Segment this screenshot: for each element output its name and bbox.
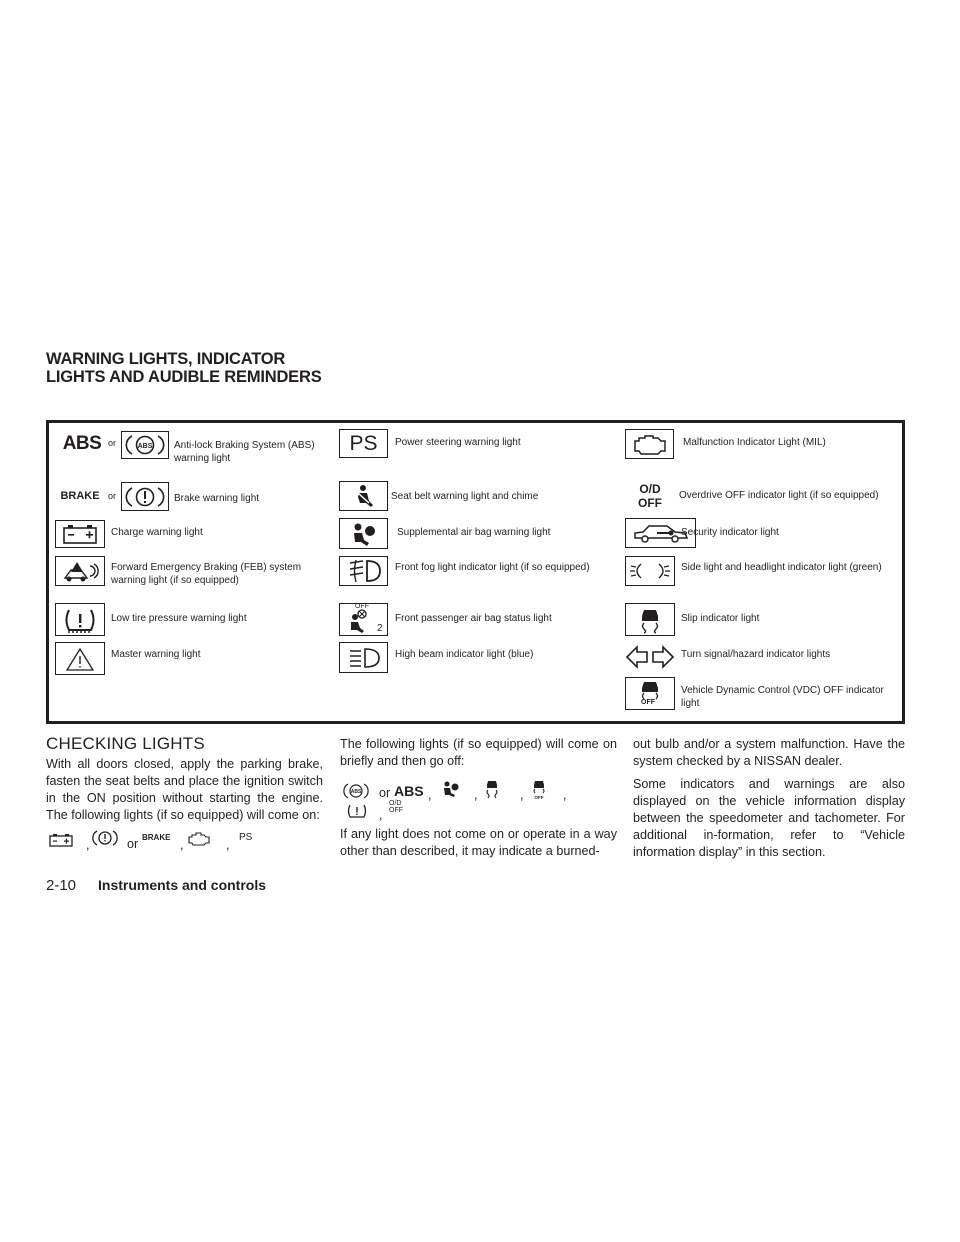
battery-icon <box>55 520 105 548</box>
brake-icon: BRAKE <box>55 485 105 507</box>
vdc-off-label: Vehicle Dynamic Control (VDC) OFF indicator light <box>681 685 884 709</box>
turn-signal-icon <box>625 641 675 673</box>
feb-label: Forward Emergency Braking (FEB) system warning light (if so equipped) <box>111 562 302 586</box>
section-title-line-1: WARNING LIGHTS, INDICATOR <box>46 350 286 368</box>
side-light-label: Side light and headlight indicator light (green) <box>681 562 882 573</box>
comma: , <box>520 788 524 802</box>
side-light-icon <box>625 556 675 586</box>
section-title-line-2: LIGHTS AND AUDIBLE REMINDERS <box>46 368 322 386</box>
comma: , <box>474 788 478 802</box>
abs-circle-icon <box>343 782 369 800</box>
passenger-airbag-badge: OFF <box>355 603 369 610</box>
checking-para-5: Some indicators and warnings are also displayed on the vehicle information display between the speedometer and tachometer. For additional in-formation, refer to “Vehicle information display” in this section. <box>633 777 905 859</box>
section-title <box>46 350 646 386</box>
slip-icon <box>625 603 675 636</box>
tire-pressure-icon <box>55 603 105 636</box>
abs-text: ABS <box>394 783 424 799</box>
brake-text: BRAKE <box>142 833 171 842</box>
or-text: or <box>379 786 391 800</box>
abs-label: Anti-lock Braking System (ABS) warning light <box>174 440 315 464</box>
svg-text:ABS: ABS <box>137 443 153 450</box>
airbag-label: Supplemental air bag warning light <box>397 527 551 538</box>
comma: , <box>563 788 567 802</box>
brake-circle-icon <box>92 829 118 847</box>
ps-icon: PS <box>339 429 388 458</box>
master-warning-label: Master warning light <box>111 649 201 660</box>
comma: , <box>86 838 90 852</box>
ps-text: PS <box>239 832 253 843</box>
checking-para-4: out bulb and/or a system malfunction. Have the system checked by a NISSAN dealer. <box>633 737 905 768</box>
checking-para-2: The following lights (if so equipped) will come on briefly and then go off: <box>340 737 617 768</box>
od-off-label: Overdrive OFF indicator light (if so equipped) <box>679 490 879 501</box>
engine-icon <box>186 831 212 847</box>
airbag-icon <box>440 781 462 799</box>
abs-icon: ABS <box>60 431 104 456</box>
tire-pressure-icon <box>345 803 369 819</box>
charge-label: Charge warning light <box>111 527 203 538</box>
or-text: or <box>127 837 139 851</box>
svg-text:OFF: OFF <box>637 496 662 510</box>
fog-light-label: Front fog light indicator light (if so equipped) <box>395 562 590 573</box>
comma: , <box>226 838 230 852</box>
warning-lights-legend <box>46 420 905 724</box>
high-beam-label: High beam indicator light (blue) <box>395 649 534 660</box>
vdc-off-icon <box>528 779 550 801</box>
vdc-off-badge: OFF <box>641 699 655 706</box>
comma: , <box>379 808 383 822</box>
tire-pressure-label: Low tire pressure warning light <box>111 613 247 624</box>
svg-text:OFF: OFF <box>534 795 544 800</box>
master-warning-icon <box>55 642 105 675</box>
checking-para-3: If any light does not come on or operate in a way other than described, it may indicate a burned- <box>340 827 617 858</box>
airbag-icon <box>339 518 388 549</box>
svg-text:ABS: ABS <box>350 789 362 795</box>
slip-icon <box>482 779 502 799</box>
comma: , <box>180 838 184 852</box>
od-off-text: O/D OFF <box>389 800 403 814</box>
power-steering-label: Power steering warning light <box>395 437 521 448</box>
security-label: Security indicator light <box>681 527 779 538</box>
engine-icon <box>625 429 674 459</box>
turn-signal-label: Turn signal/hazard indicator lights <box>681 649 831 660</box>
checking-para-1: With all doors closed, apply the parking brake, fasten the seat belts and place the ignition switch in the ON position without starting the engine. The following lights (if so equipped) will come on: <box>46 757 323 822</box>
or-label: or <box>108 491 117 501</box>
brake-label: Brake warning light <box>174 493 260 504</box>
seatbelt-icon <box>339 481 388 511</box>
brake-circle-icon <box>121 482 169 511</box>
or-label: or <box>108 438 117 448</box>
slip-label: Slip indicator light <box>681 613 760 624</box>
page-number: 2-10 <box>46 877 77 894</box>
abs-circle-icon <box>121 431 169 459</box>
high-beam-icon <box>339 642 388 673</box>
battery-icon <box>48 832 74 848</box>
od-off-icon <box>625 480 674 510</box>
chapter-title: Instruments and controls <box>98 877 267 893</box>
passenger-airbag-label: Front passenger air bag status light <box>395 613 552 624</box>
mil-label: Malfunction Indicator Light (MIL) <box>683 437 826 448</box>
passenger-airbag-number: 2 <box>377 623 383 634</box>
fog-light-icon <box>339 556 388 586</box>
feb-icon <box>55 556 105 586</box>
svg-text:O/D: O/D <box>638 482 661 496</box>
comma: , <box>428 788 432 802</box>
seatbelt-label: Seat belt warning light and chime <box>391 491 539 502</box>
checking-lights-heading: CHECKING LIGHTS <box>46 734 205 753</box>
